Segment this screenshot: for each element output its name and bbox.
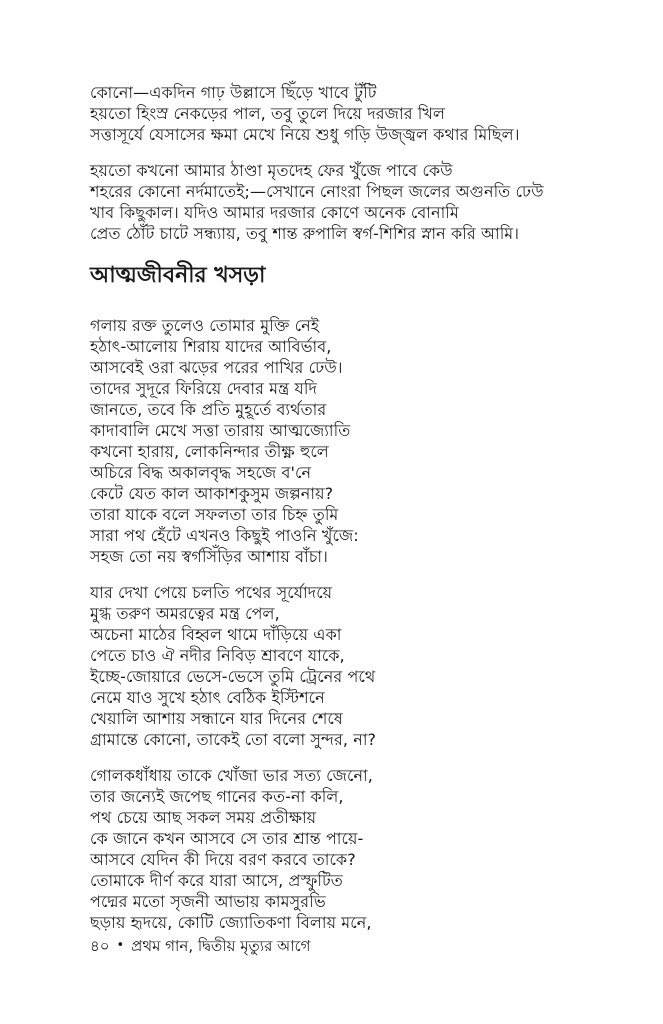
poem-line: অচেনা মাঠের বিহ্বল থামে দাঁড়িয়ে একা [90, 625, 342, 644]
text-column [90, 82, 590, 948]
poem-line: গোলকধাঁধায় তাকে খোঁজা ভার সত্য জেনো, [90, 766, 373, 785]
poem-line: গলায় রক্ত তুলেও তোমার মুক্তি নেই [90, 316, 320, 335]
poem-line: সত্তাসূর্যে যেসাসের ক্ষমা মেখে নিয়ে শুধু গড়ি উজ্জ্বল কথার মিছিল। [90, 125, 520, 144]
poem-stanza-previous-1 [90, 82, 590, 145]
poem-line: হয়তো হিংস্র নেকড়ের পাল, তবু তুলে দিয়ে দরজার খিল [90, 104, 445, 123]
poem-line: সারা পথ হেঁটে এখনও কিছুই পাওনি খুঁজে: [90, 526, 359, 545]
poem-line: পথ চেয়ে আছ সকল সময় প্রতীক্ষায় [90, 808, 317, 827]
poem-line: ছড়ায় হৃদয়ে, কোটি জ্যোতিকণা বিলায় মনে, [90, 913, 372, 932]
page-number: ৪০ [90, 937, 110, 955]
poem-stanza-previous-2 [90, 160, 590, 244]
poem-line: কখনো হারায়, লোকনিন্দার তীক্ষ্ণ হুলে [90, 442, 329, 461]
poem-line: হঠাৎ-আলোয় শিরায় যাদের আবির্ভাব, [90, 337, 332, 356]
poem-stanza-3 [90, 765, 590, 933]
poem-line: পেতে চাও ঐ নদীর নিবিড় শ্রাবণে যাকে, [90, 646, 345, 665]
poem-line: পদ্মের মতো সৃজনী আভায় কামসুরভি [90, 892, 326, 911]
poem-line: তার জন্যেই জপেছ গানের কত-না কলি, [90, 787, 344, 806]
poem-line: প্রেত ঠোঁট চাটে সন্ধ্যায়, তবু শান্ত রুপালি স্বর্গ-শিশির স্নান করি আমি। [90, 224, 520, 243]
poem-line: তাদের সুদূরে ফিরিয়ে দেবার মন্ত্র যদি [90, 379, 317, 398]
poem-line: কাদাবালি মেখে সত্তা তারায় আত্মজ্যোতি [90, 421, 351, 440]
poem-line: হয়তো কখনো আমার ঠাণ্ডা মৃতদেহ ফের খুঁজে পাবে কেউ [90, 161, 453, 180]
poem-line: নেমে যাও সুখে হঠাৎ বেঠিক ইস্টিশনে [90, 688, 325, 707]
poem-line: সহজ তো নয় স্বর্গসিঁড়ির আশায় বাঁচা। [90, 547, 328, 566]
book-title: প্রথম গান, দ্বিতীয় মৃত্যুর আগে [131, 937, 311, 955]
poem-line: খাব কিছুকাল। যদিও আমার দরজার কোণে অনেক বোনামি [90, 203, 459, 222]
poem-title-heading: আত্মজীবনীর খসড়া [90, 263, 266, 288]
poem-line: অচিরে বিদ্ধ অকালবৃদ্ধ সহজে ব'নে [90, 463, 312, 482]
poem-line: তারা যাকে বলে সফলতা তার চিহ্ন তুমি [90, 505, 339, 524]
poem-line: ইচ্ছে-জোয়ারে ভেসে-ভেসে তুমি ট্রেনের পথে [90, 667, 376, 686]
poem-line: কেটে যেত কাল আকাশকুসুম জল্পনায়? [90, 484, 334, 503]
poem-line: আসবেই ওরা ঝড়ের পরের পাখির ঢেউ। [90, 358, 343, 377]
poem-line: খেয়ালি আশায় সন্ধানে যার দিনের শেষে [90, 709, 343, 728]
poem-line: আসবে যেদিন কী দিয়ে বরণ করবে তাকে? [90, 850, 356, 869]
page-footer [90, 936, 311, 956]
poem-line: কে জানে কখন আসবে সে তার শ্রান্ত পায়ে- [90, 829, 364, 848]
poem-line: জানতে, তবে কি প্রতি মুহূর্তে ব্যর্থতার [90, 400, 327, 419]
poem-line: যার দেখা পেয়ে চলতি পথের সূর্যোদয়ে [90, 583, 333, 602]
poem-line: শহরের কোনো নর্দমাতেই;—সেখানে নোংরা পিছল জলের অগুনতি ঢেউ [90, 182, 544, 201]
poem-stanza-2 [90, 582, 590, 750]
poem-line: তোমাকে দীর্ণ করে যারা আসে, প্রস্ফুটিত [90, 871, 343, 890]
poem-stanza-1 [90, 315, 590, 567]
poem-line: গ্রামান্তে কোনো, তাকেই তো বলো সুন্দর, না? [90, 730, 377, 749]
footer-separator-dot: • [116, 938, 125, 953]
poem-line: মুগ্ধ তরুণ অমরত্বের মন্ত্র পেল, [90, 604, 280, 623]
poem-line: কোনো—একদিন গাঢ় উল্লাসে ছিঁড়ে খাবে টুঁটি [90, 83, 377, 102]
